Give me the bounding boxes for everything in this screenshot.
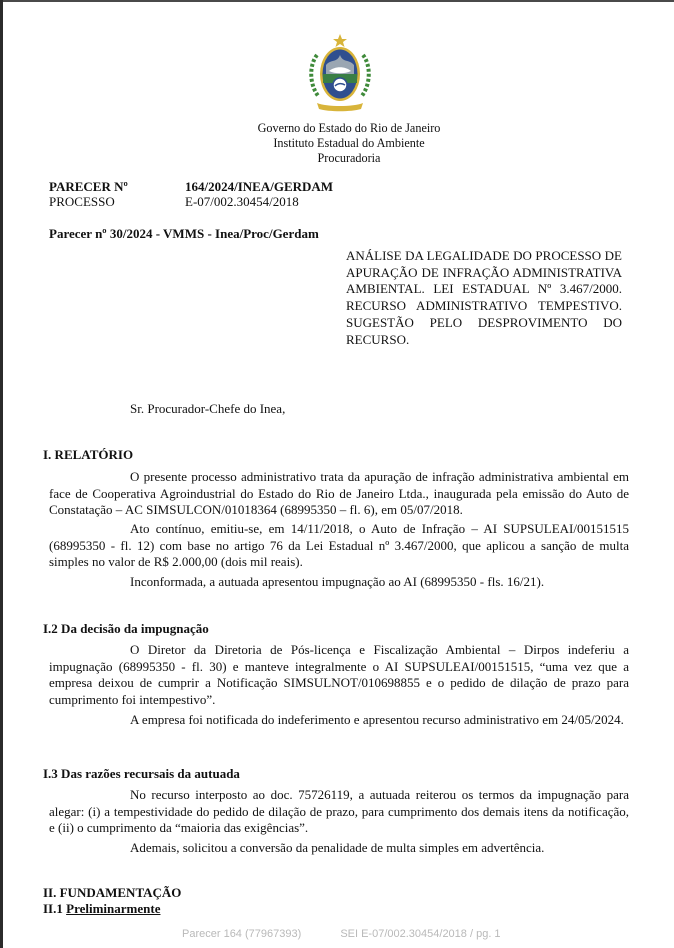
- header-line-government: Governo do Estado do Rio de Janeiro: [257, 121, 441, 135]
- parecer-label: PARECER Nº: [49, 179, 128, 194]
- section-heading-relatorio: I. RELATÓRIO: [43, 447, 134, 462]
- page-footer: [182, 928, 501, 940]
- header-line-institute: Instituto Estadual do Ambiente: [273, 136, 425, 150]
- section-heading-decisao: I.2 Da decisão da impugnação: [43, 621, 209, 636]
- footer-doc-reference: Parecer 164 (77967393): [182, 928, 302, 940]
- subsection-title: Preliminarmente: [66, 901, 161, 916]
- coat-of-arms-icon: [305, 33, 375, 115]
- salutation: Sr. Procurador-Chefe do Inea,: [130, 401, 286, 416]
- section-heading-fundamentacao: II. FUNDAMENTAÇÃO: [43, 885, 182, 900]
- paragraph: O presente processo administrativo trata da apuração de infração administrativa ambiental em face de Cooperativa Agroindustrial do Estado do Rio de Janeiro Ltda., inaugurada pela emissão do Auto de Constatação – AC SIMSULCON/01018364 (68995350 – fl. 6), em 05/07/2018.: [49, 469, 629, 518]
- footer-page-reference: SEI E-07/002.30454/2018 / pg. 1: [340, 928, 501, 940]
- institution-header: [0, 121, 674, 166]
- section-heading-razoes: I.3 Das razões recursais da autuada: [43, 766, 240, 781]
- processo-number: E-07/002.30454/2018: [185, 194, 299, 209]
- paragraph: A empresa foi notificada do indeferimento e apresentou recurso administrativo em 24/05/2024.: [130, 712, 624, 727]
- paragraph: Inconformada, a autuada apresentou impugnação ao AI (68995350 - fls. 16/21).: [130, 574, 545, 589]
- subsection-heading-preliminarmente: [43, 901, 160, 917]
- paragraph: No recurso interposto ao doc. 75726119, a autuada reiterou os termos da impugnação para alegar: (i) a tempestividade do pedido de dilação de prazo, para cumprimento dos demais itens da notificação, e (ii) o cumprimento da “maioria das exigências”.: [49, 787, 629, 836]
- paragraph: Ademais, solicitou a conversão da penalidade de multa simples em advertência.: [130, 840, 545, 855]
- document-meta: [49, 179, 333, 209]
- parecer-number: 164/2024/INEA/GERDAM: [185, 179, 334, 194]
- subsection-number: II.1: [43, 901, 63, 916]
- parecer-reference: Parecer nº 30/2024 - VMMS - Inea/Proc/Gerdam: [49, 226, 319, 241]
- header-line-department: Procuradoria: [317, 151, 381, 165]
- ementa: ANÁLISE DA LEGALIDADE DO PROCESSO DE APURAÇÃO DE INFRAÇÃO ADMINISTRATIVA AMBIENTAL. LEI ESTADUAL Nº 3.467/2000. RECURSO ADMINISTRATIVO TEMPESTIVO. SUGESTÃO PELO DESPROVIMENTO DO RECURSO.: [346, 248, 622, 347]
- paragraph: O Diretor da Diretoria de Pós-licença e Fiscalização Ambiental – Dirpos indeferiu a impugnação (68995350 - fl. 30) e manteve integralmente o AI SUPSULEAI/00151515, “uma vez que a empresa deixou de cumprir a Notificação SIMSULNOT/010698855 e o pedido de dilação de prazo para cumprimento foi intempestivo”.: [49, 642, 629, 708]
- paragraph: Ato contínuo, emitiu-se, em 14/11/2018, o Auto de Infração – AI SUPSULEAI/00151515 (68995350 - fl. 12) com base no artigo 76 da Lei Estadual nº 3.467/2000, que aplicou a sanção de multa simples no valor de R$ 2.000,00 (dois mil reais).: [49, 521, 629, 570]
- processo-label: PROCESSO: [49, 194, 115, 209]
